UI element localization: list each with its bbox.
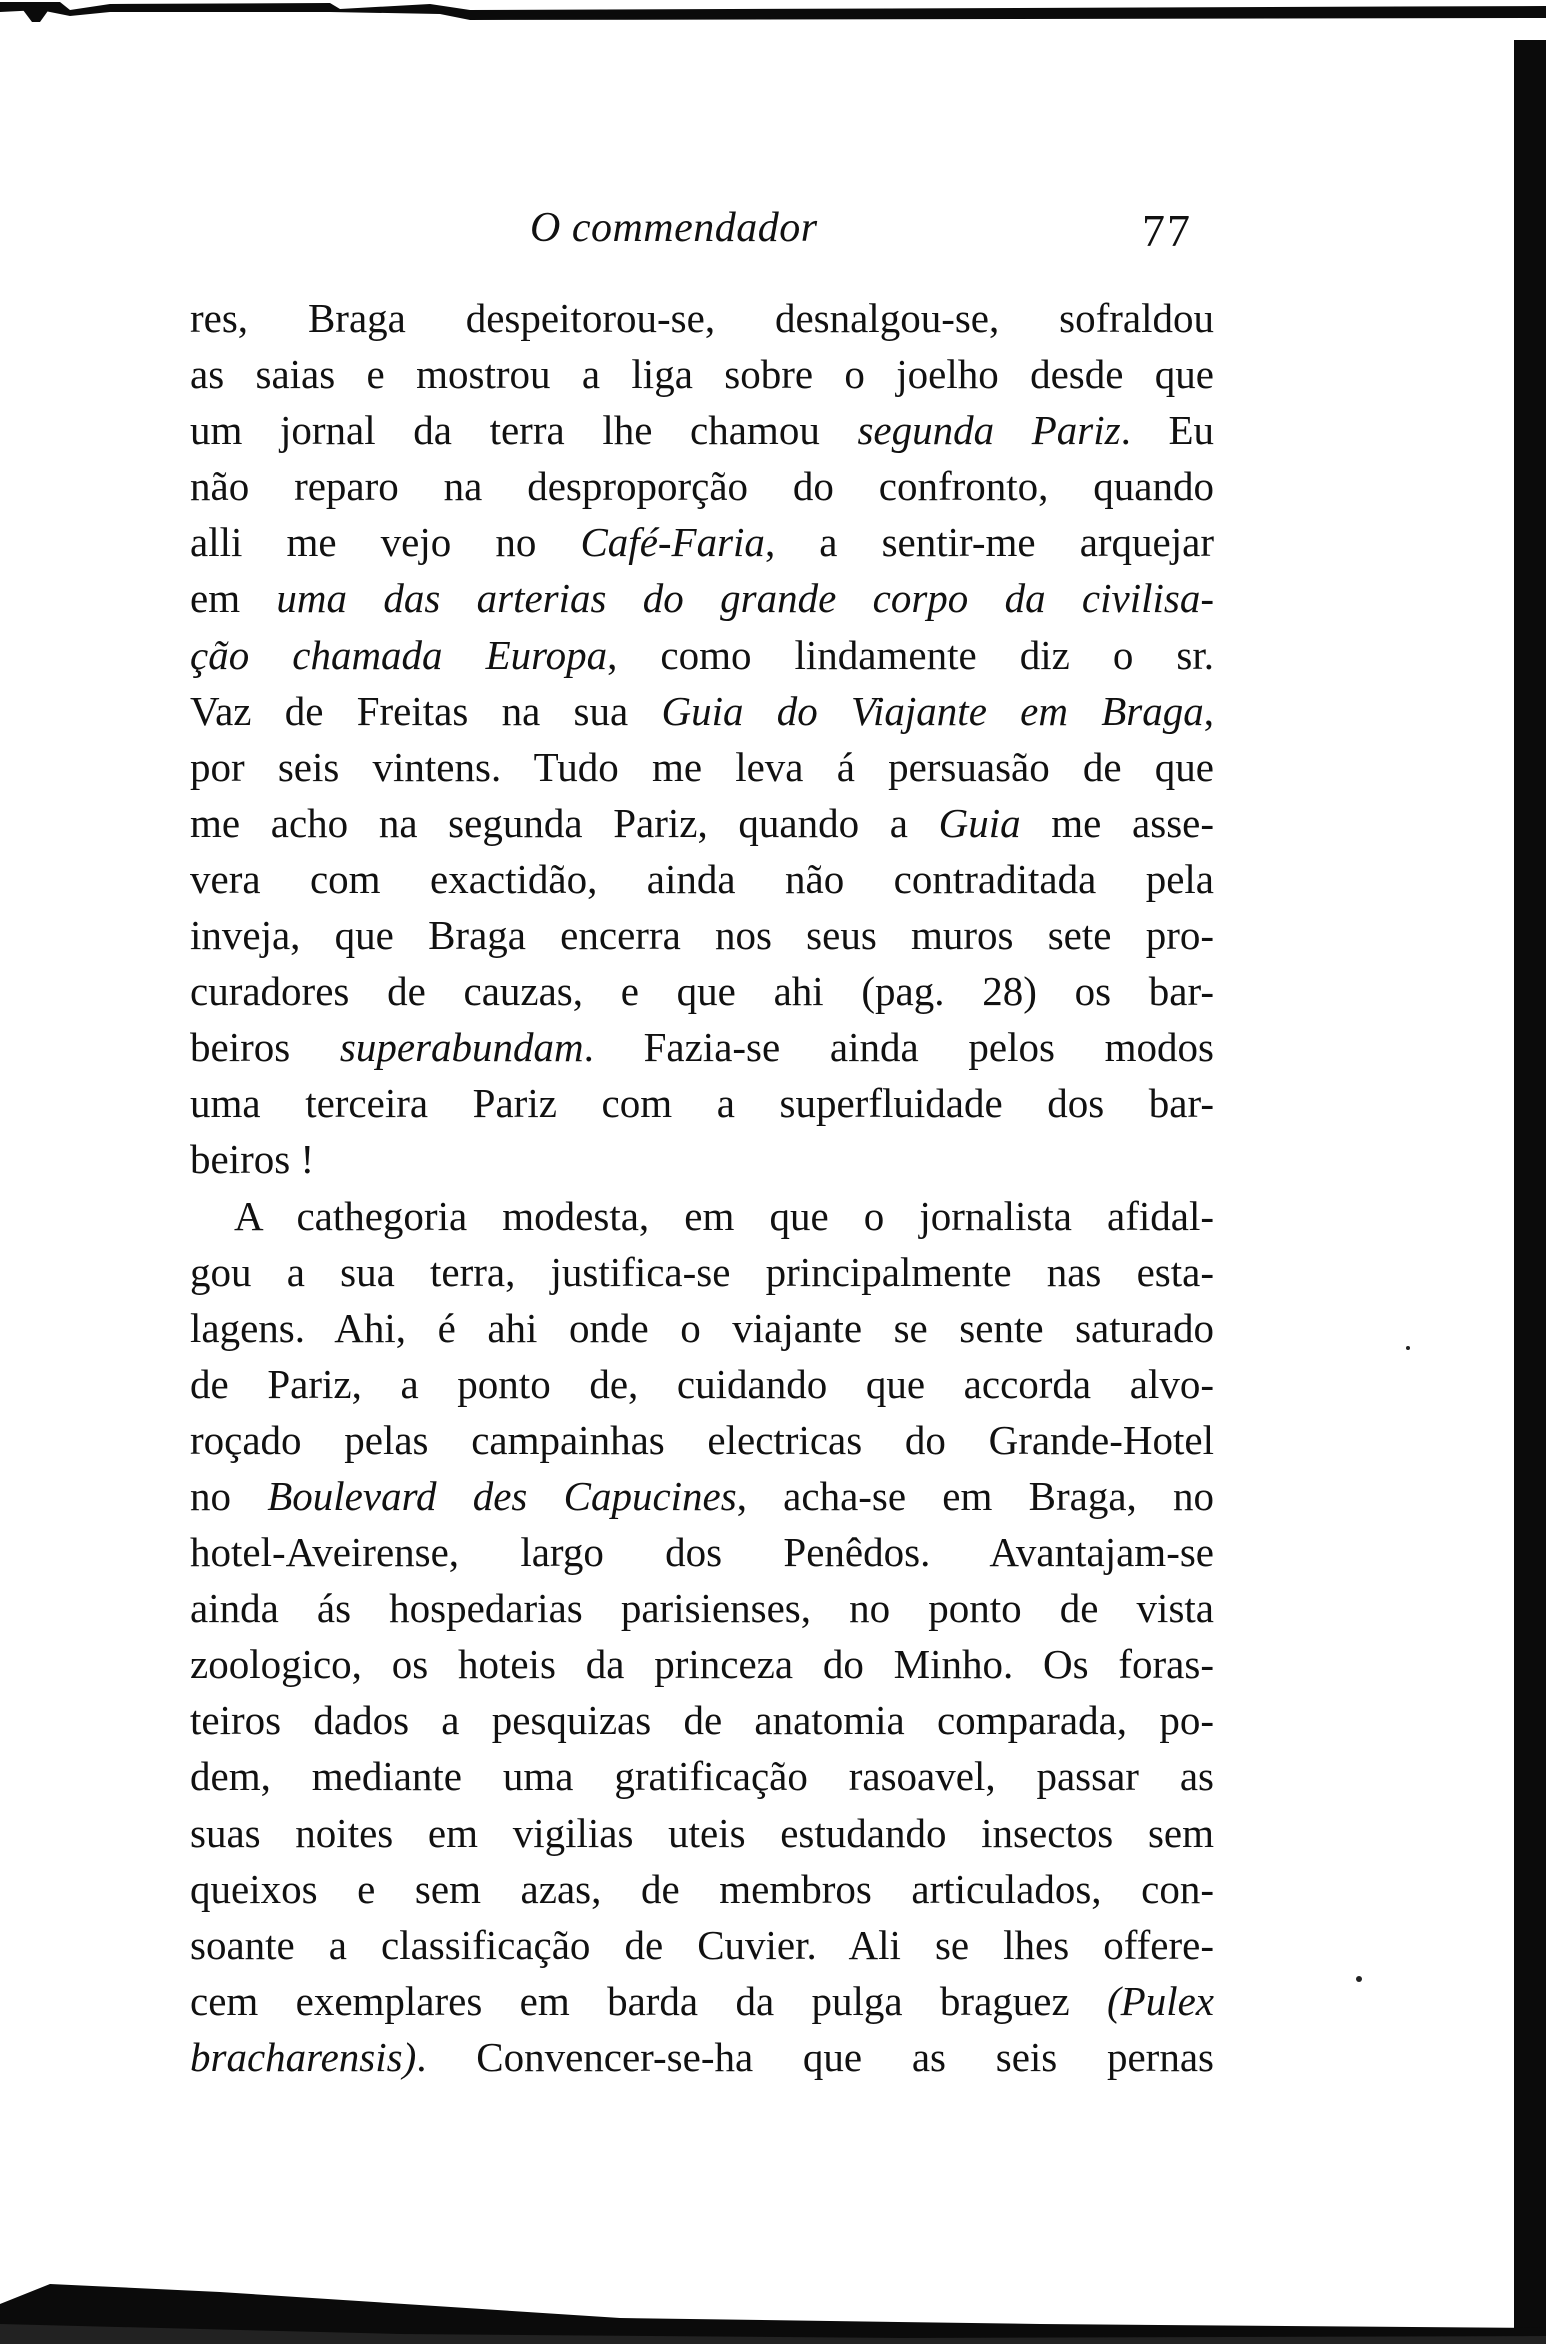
text-line: lagens. Ahi, é ahi onde o viajante se sente saturado <box>190 1304 1214 1351</box>
italic-phrase: Boulevard des Capucines <box>267 1472 737 1519</box>
text-line: uma terceira Pariz com a superfluidade dos bar- <box>190 1080 1214 1127</box>
text-line: teiros dados a pesquizas de anatomia comparada, po- <box>190 1697 1214 1744</box>
text-line: de Pariz, a ponto de, cuidando que accorda alvo- <box>190 1360 1214 1407</box>
page-number: 77 <box>1142 205 1192 256</box>
text-line: em uma das arterias do grande corpo da civilisa- <box>190 575 1214 622</box>
italic-phrase: ção chamada Europa <box>190 631 608 678</box>
italic-phrase: bracharensis) <box>190 2033 417 2080</box>
text-line: soante a classificação de Cuvier. Ali se lhes offere- <box>190 1921 1214 1968</box>
text-line: gou a sua terra, justifica-se principalmente nas esta- <box>190 1248 1214 1295</box>
text-line: no Boulevard des Capucines, acha-se em Braga, no <box>190 1472 1214 1519</box>
stray-dot <box>1356 1976 1362 1982</box>
running-title: O commendador <box>530 205 818 251</box>
scan-right-edge <box>1514 40 1546 2344</box>
text-line: roçado pelas campainhas electricas do Grande-Hotel <box>190 1416 1214 1463</box>
scan-bottom-edge <box>0 2224 1546 2344</box>
text-line: inveja, que Braga encerra nos seus muros sete pro- <box>190 912 1214 959</box>
text-line: beiros ! <box>190 1136 315 1183</box>
text-line: zoologico, os hoteis da princeza do Minho. Os foras- <box>190 1641 1214 1688</box>
text-line: ção chamada Europa, como lindamente diz o sr. <box>190 631 1214 678</box>
italic-phrase: Café-Faria <box>580 519 765 566</box>
italic-phrase: Guia do Viajante em Braga <box>661 687 1204 734</box>
text-line: ainda ás hospedarias parisienses, no ponto de vista <box>190 1585 1214 1632</box>
text-line: por seis vintens. Tudo me leva á persuasão de que <box>190 743 1214 790</box>
text-line: suas noites em vigilias uteis estudando insectos sem <box>190 1809 1214 1856</box>
text-line: vera com exactidão, ainda não contraditada pela <box>190 855 1214 902</box>
text-line: cem exemplares em barda da pulga braguez (Pulex <box>190 1977 1214 2024</box>
text-line: queixos e sem azas, de membros articulados, con- <box>190 1865 1214 1912</box>
italic-phrase: uma das arterias do grande corpo da civilisa- <box>276 575 1214 622</box>
text-line: hotel-Aveirense, largo dos Penêdos. Avantajam-se <box>190 1529 1214 1576</box>
body-text <box>190 290 1214 2085</box>
text-line: não reparo na desproporção do confronto, quando <box>190 463 1214 510</box>
text-line: Vaz de Freitas na sua Guia do Viajante em Braga, <box>190 687 1214 734</box>
text-line: um jornal da terra lhe chamou segunda Pariz. Eu <box>190 407 1214 454</box>
italic-phrase: segunda Pariz <box>857 407 1121 454</box>
stray-dot <box>1406 1346 1410 1350</box>
italic-phrase: (Pulex <box>1107 1977 1214 2024</box>
text-line: curadores de cauzas, e que ahi (pag. 28) os bar- <box>190 968 1214 1015</box>
page-header <box>0 196 1546 266</box>
text-line: bracharensis). Convencer-se-ha que as seis pernas <box>190 2033 1214 2080</box>
text-line: dem, mediante uma gratificação rasoavel, passar as <box>190 1753 1214 1800</box>
text-line: beiros superabundam. Fazia-se ainda pelos modos <box>190 1024 1214 1071</box>
italic-phrase: superabundam <box>339 1024 584 1071</box>
italic-phrase: Guia <box>938 799 1021 846</box>
text-line: as saias e mostrou a liga sobre o joelho desde que <box>190 351 1214 398</box>
text-line: me acho na segunda Pariz, quando a Guia me asse- <box>190 799 1214 846</box>
text-line: alli me vejo no Café-Faria, a sentir-me arquejar <box>190 519 1214 566</box>
text-line: res, Braga despeitorou-se, desnalgou-se, sofraldou <box>190 295 1214 341</box>
scan-top-edge <box>0 0 1546 22</box>
text-line: A cathegoria modesta, em que o jornalista afidal- <box>234 1192 1214 1239</box>
